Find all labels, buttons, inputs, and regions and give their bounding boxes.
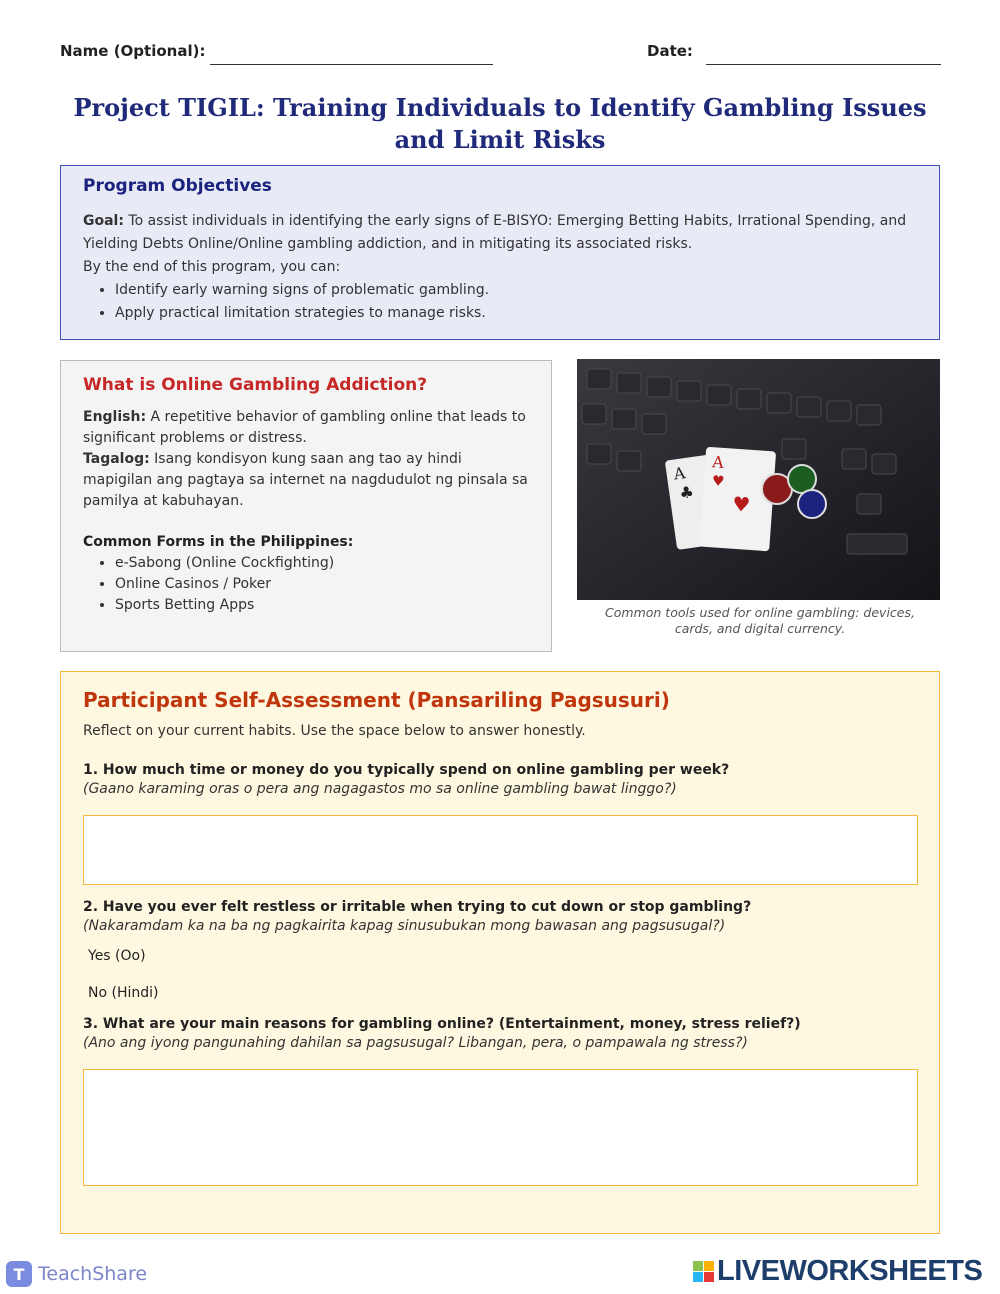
goal-text	[83, 210, 917, 256]
assessment-intro: Reflect on your current habits. Use the space below to answer honestly.	[83, 723, 586, 739]
objectives-box	[60, 165, 940, 340]
question-3-tagalog: (Ano ang iyong pangunahing dahilan sa pagsusugal? Libangan, pera, o pampawala ng stress?)	[83, 1035, 748, 1051]
date-label: Date:	[647, 42, 693, 60]
option-no[interactable]: No (Hindi)	[88, 985, 159, 1001]
list-item: • e-Sabong (Online Cockfighting)	[115, 553, 529, 574]
svg-text:♥: ♥	[711, 473, 725, 491]
option-yes[interactable]: Yes (Oo)	[88, 948, 146, 964]
definition-heading: What is Online Gambling Addiction?	[83, 375, 428, 395]
teachshare-text: TeachShare	[38, 1263, 148, 1285]
assessment-heading: Participant Self-Assessment (Pansariling Pagsusuri)	[83, 688, 670, 712]
english-text: A repetitive behavior of gambling online that leads to significant problems or distress.	[83, 409, 526, 446]
liveworksheets-icon	[693, 1261, 714, 1282]
english-definition	[83, 407, 529, 449]
objectives-intro: By the end of this program, you can:	[83, 259, 341, 275]
forms-heading: Common Forms in the Philippines:	[83, 534, 354, 550]
goal-body: To assist individuals in identifying the early signs of E-BISYO: Emerging Betting Habits, Irrational Spending, and Yielding Debts Online/Online gambling addiction, and in mitigating its associated risks.	[83, 213, 907, 252]
photo-caption: Common tools used for online gambling: devices, cards, and digital currency.	[605, 605, 915, 636]
definition-box	[60, 360, 552, 652]
goal-label: Goal:	[83, 213, 124, 229]
self-assessment-box	[60, 671, 940, 1234]
gambling-photo	[577, 359, 940, 600]
liveworksheets-text: LIVEWORKSHEETS	[717, 1255, 983, 1287]
question-3: 3. What are your main reasons for gambling online? (Entertainment, money, stress relief?)	[83, 1016, 801, 1032]
question-1: 1. How much time or money do you typically spend on online gambling per week?	[83, 762, 730, 778]
question-2: 2. Have you ever felt restless or irritable when trying to cut down or stop gambling?	[83, 899, 752, 915]
tagalog-text: Isang kondisyon kung saan ang tao ay hindi mapigilan ang pagtaya sa internet na nagdudulot ng pinsala sa pamilya at kabuhayan.	[83, 451, 528, 509]
teachshare-icon: T	[6, 1261, 32, 1287]
date-input[interactable]	[706, 64, 941, 65]
answer-1-textbox[interactable]	[83, 815, 918, 885]
tagalog-definition	[83, 449, 529, 512]
question-1-tagalog: (Gaano karaming oras o pera ang nagagastos mo sa online gambling bawat linggo?)	[83, 781, 677, 797]
question-2-tagalog: (Nakaramdam ka na ba ng pagkairita kapag sinusubukan mong bawasan ang pagsusugal?)	[83, 918, 726, 934]
name-label: Name (Optional):	[60, 42, 206, 60]
liveworksheets-logo	[693, 1255, 982, 1288]
svg-text:♥: ♥	[731, 491, 752, 517]
list-item: • Sports Betting Apps	[115, 595, 529, 616]
list-item: • Apply practical limitation strategies to manage risks.	[115, 302, 917, 325]
objectives-heading: Program Objectives	[83, 176, 272, 196]
svg-text:♣: ♣	[678, 482, 696, 503]
name-input[interactable]	[210, 64, 493, 65]
list-item: • Identify early warning signs of problematic gambling.	[115, 279, 917, 302]
svg-text:A: A	[672, 463, 687, 484]
tagalog-label: Tagalog:	[83, 451, 150, 467]
list-item: • Online Casinos / Poker	[115, 574, 529, 595]
answer-3-textbox[interactable]	[83, 1069, 918, 1186]
page-title: Project TIGIL: Training Individuals to Identify Gambling Issues and Limit Risks	[73, 93, 927, 154]
teachshare-logo	[6, 1261, 147, 1287]
english-label: English:	[83, 409, 147, 425]
svg-text:A: A	[711, 452, 725, 472]
